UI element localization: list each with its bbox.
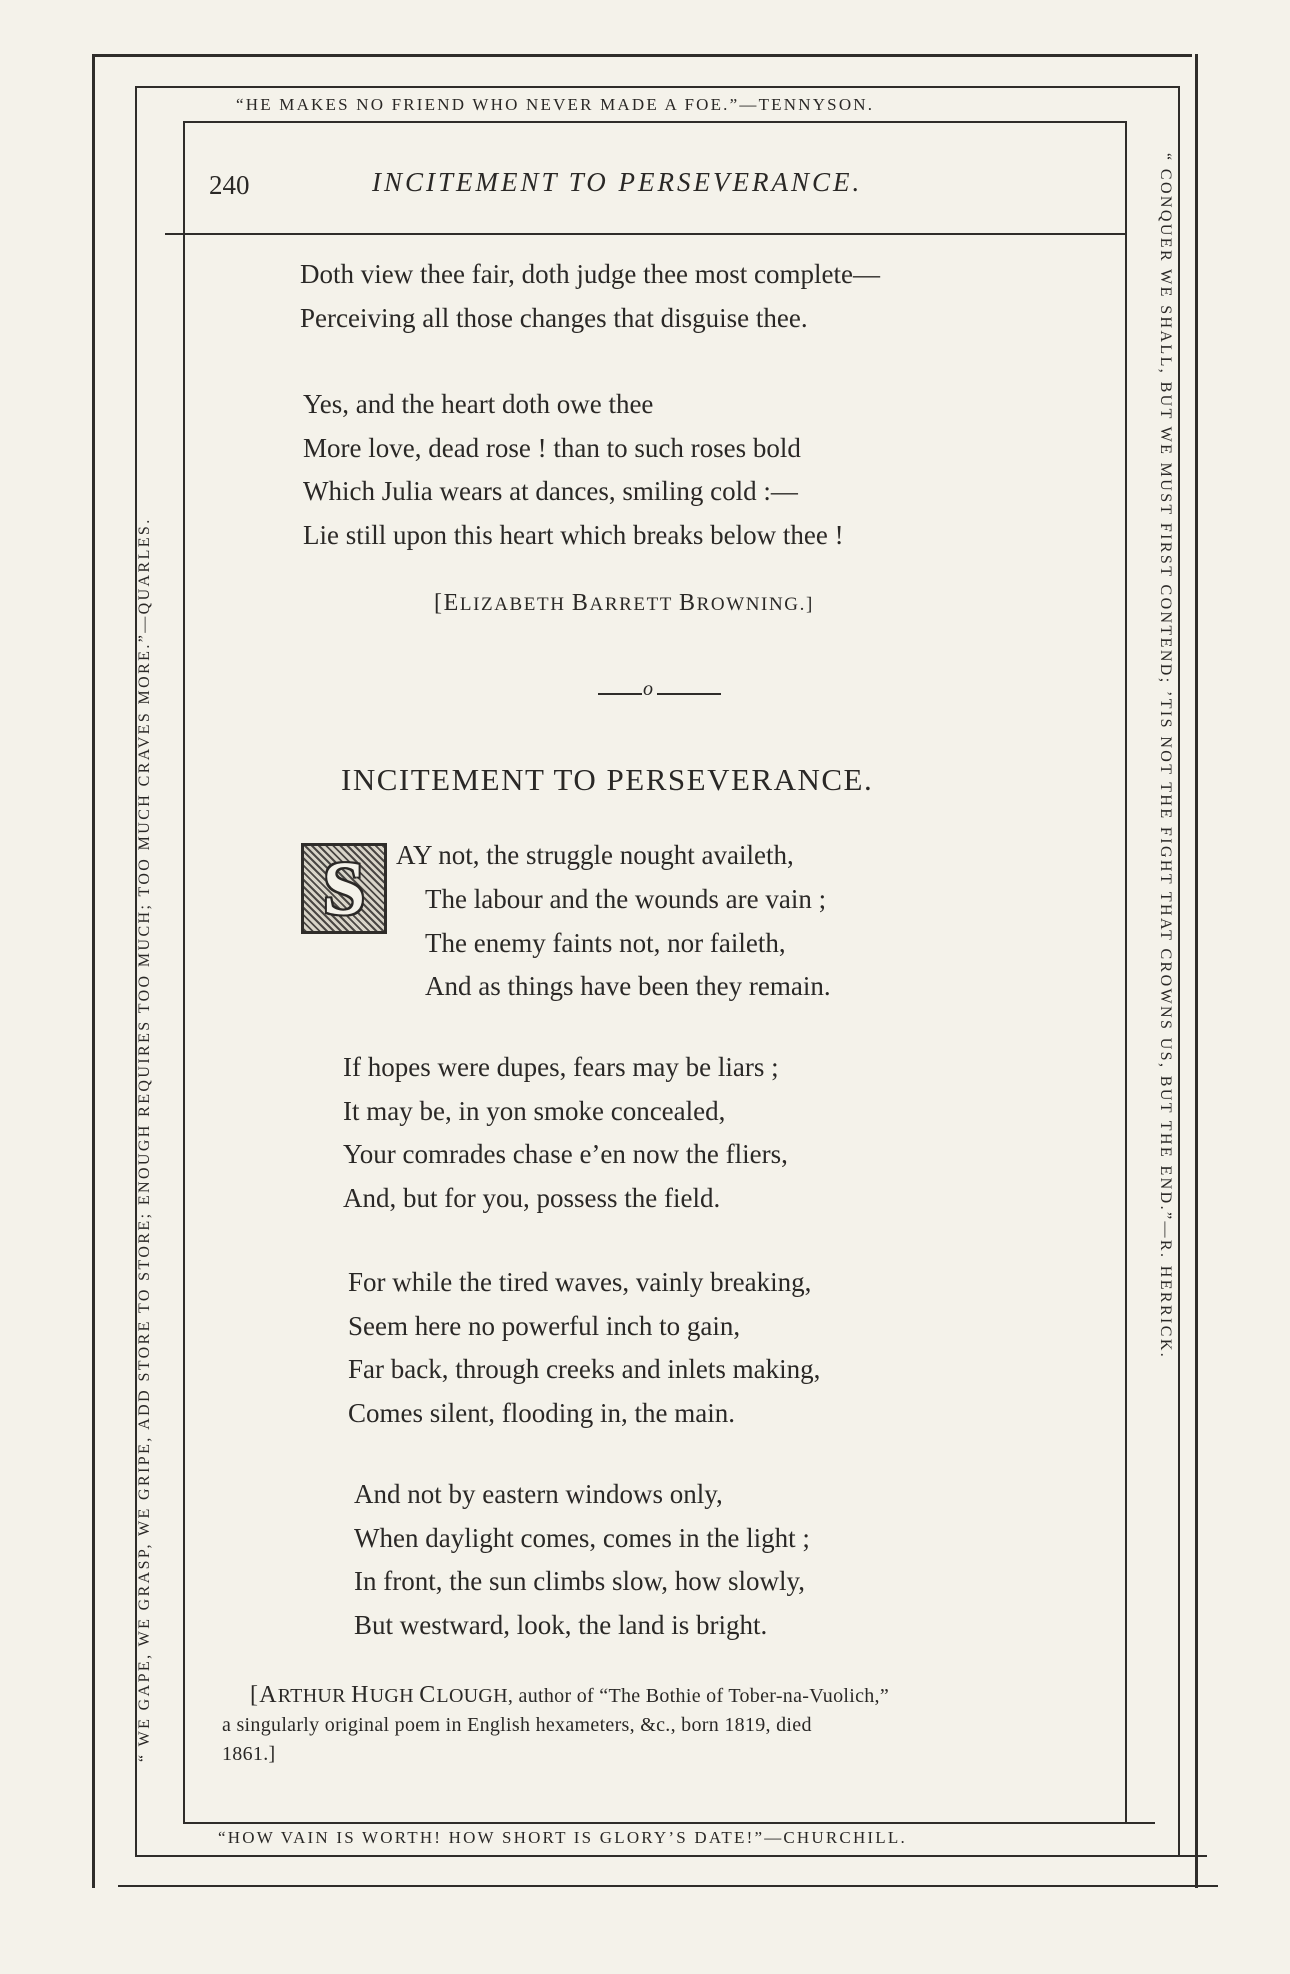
poem-stanza-2 bbox=[343, 1046, 788, 1220]
section-divider-ornament: o bbox=[643, 678, 653, 700]
divider-rule-right bbox=[657, 693, 721, 695]
author-note-line-3: 1861.] bbox=[222, 1743, 276, 1765]
drop-cap-ornament: S bbox=[301, 843, 387, 934]
verse-line: When daylight comes, comes in the light ; bbox=[354, 1522, 810, 1553]
text-frame-right bbox=[1125, 121, 1127, 1824]
outer-frame-right bbox=[1195, 54, 1198, 1888]
verse-line: More love, dead rose ! than to such roses bold bbox=[303, 432, 801, 463]
top-border-quote: “HE MAKES NO FRIEND WHO NEVER MADE A FOE.”—TENNYSON. bbox=[236, 95, 875, 114]
text-frame-top bbox=[183, 121, 1127, 123]
outer-frame-top bbox=[92, 54, 1192, 57]
verse-line: Perceiving all those changes that disguise thee. bbox=[300, 302, 808, 333]
poem-stanza-3 bbox=[348, 1261, 820, 1435]
author-note bbox=[222, 1681, 889, 1769]
inner-frame-top bbox=[135, 86, 1179, 88]
verse-line: It may be, in yon smoke concealed, bbox=[343, 1095, 726, 1126]
right-border-quote: “ CONQUER WE SHALL, BUT WE MUST FIRST CONTEND; ’TIS NOT THE FIGHT THAT CROWNS US, BUT THE END.”—R. HERRICK. bbox=[1157, 153, 1174, 1360]
bottom-border-quote: “HOW VAIN IS WORTH! HOW SHORT IS GLORY’S DATE!”—CHURCHILL. bbox=[218, 1828, 907, 1847]
left-border-quote: “ WE GAPE, WE GRASP, WE GRIPE, ADD STORE TO STORE; ENOUGH REQUIRES TOO MUCH; TOO MUCH CRAVES MORE.”—QUARLES. bbox=[136, 517, 153, 1762]
verse-line: In front, the sun climbs slow, how slowly, bbox=[354, 1566, 805, 1596]
header-rule bbox=[165, 233, 1125, 235]
divider-rule-left bbox=[598, 693, 642, 695]
author-note-line-2: a singularly original poem in English hexameters, &c., born 1819, died bbox=[222, 1714, 812, 1736]
verse-line: But westward, look, the land is bright. bbox=[354, 1609, 768, 1640]
poem-stanza-1 bbox=[396, 834, 794, 878]
verse-line: Seem here no powerful inch to gain, bbox=[348, 1310, 741, 1341]
text-frame-left bbox=[183, 121, 185, 1824]
previous-stanza-2 bbox=[303, 383, 844, 557]
poem-title: INCITEMENT TO PERSEVERANCE. bbox=[341, 762, 874, 797]
verse-line: Yes, and the heart doth owe thee bbox=[303, 389, 654, 419]
text-frame-bottom bbox=[183, 1822, 1155, 1824]
outer-frame-left bbox=[92, 54, 95, 1888]
verse-line: Doth view thee fair, doth judge thee most complete— bbox=[300, 259, 881, 289]
previous-stanza-1 bbox=[300, 253, 880, 340]
previous-poem-attribution: [ELIZABETH BARRETT BROWNING.] bbox=[434, 590, 814, 616]
verse-line: Lie still upon this heart which breaks below thee ! bbox=[303, 519, 844, 550]
verse-line: AY not, the struggle nought availeth, bbox=[396, 840, 794, 870]
verse-line: And not by eastern windows only, bbox=[354, 1479, 723, 1509]
verse-line: Far back, through creeks and inlets making, bbox=[348, 1354, 821, 1384]
running-head: INCITEMENT TO PERSEVERANCE. bbox=[372, 167, 863, 197]
inner-frame-bottom bbox=[135, 1855, 1207, 1857]
verse-line: And as things have been they remain. bbox=[425, 971, 831, 1001]
outer-frame-bottom bbox=[118, 1885, 1218, 1887]
verse-line: If hopes were dupes, fears may be liars ; bbox=[343, 1052, 779, 1082]
verse-line: The enemy faints not, nor faileth, bbox=[425, 927, 786, 958]
verse-line: The labour and the wounds are vain ; bbox=[425, 884, 827, 914]
inner-frame-right bbox=[1178, 86, 1180, 1856]
author-note-line-1: [ARTHUR HUGH CLOUGH, author of “The Bothie of Tober-na-Vuolich,” bbox=[250, 1682, 890, 1708]
page-number: 240 bbox=[209, 170, 250, 200]
poem-stanza-4 bbox=[354, 1473, 810, 1647]
verse-line: Which Julia wears at dances, smiling cold :— bbox=[303, 476, 798, 506]
verse-line: And, but for you, possess the field. bbox=[343, 1182, 721, 1213]
verse-line: Comes silent, flooding in, the main. bbox=[348, 1397, 735, 1428]
verse-line: Your comrades chase e’en now the fliers, bbox=[343, 1139, 788, 1169]
verse-line: For while the tired waves, vainly breaking, bbox=[348, 1267, 812, 1297]
poem-stanza-1-cont bbox=[425, 878, 831, 1009]
